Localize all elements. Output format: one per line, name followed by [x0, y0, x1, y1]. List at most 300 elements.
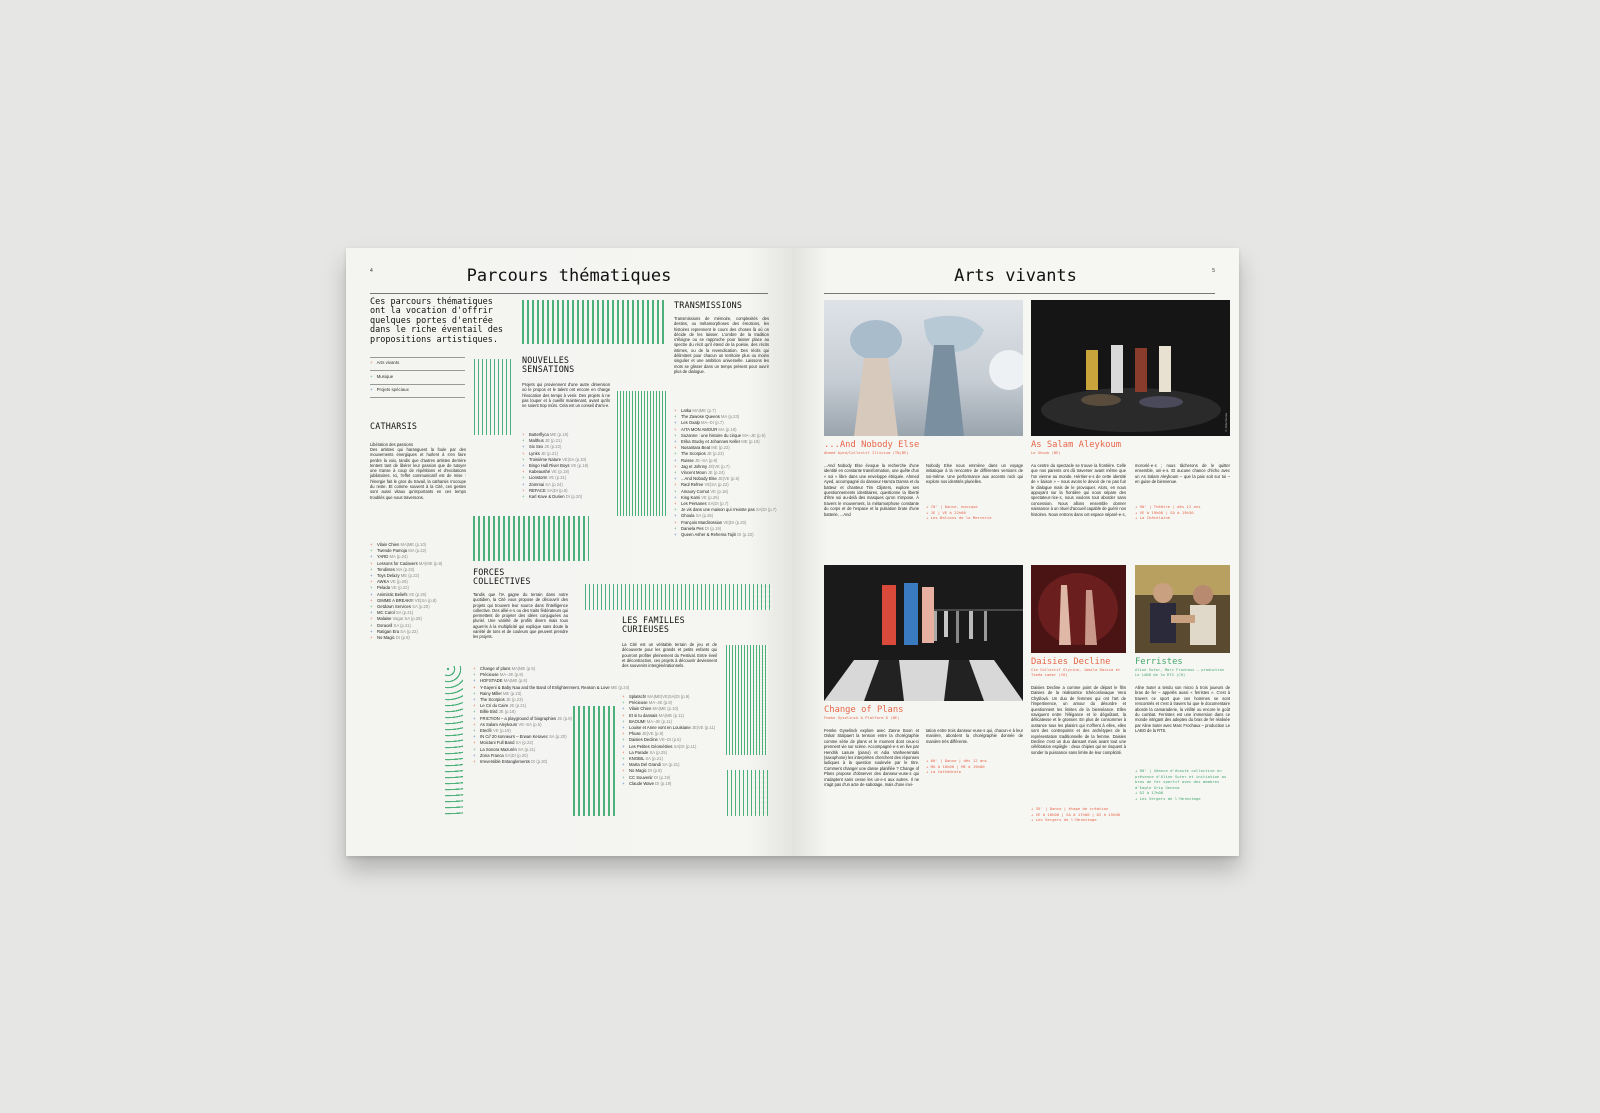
list-item-ref: MA (p.23) [721, 414, 740, 420]
list-item-ref: MA (p.18) [718, 426, 737, 432]
bullet-plus-icon: + [622, 768, 625, 774]
show-meta: + 90' | Théâtre | dès 12 ans + VE à 19h00 | SA à 19h30 + La Châtelaine [1135, 504, 1201, 520]
bullet-plus-icon: + [674, 439, 677, 445]
bullet-plus-icon: + [370, 548, 373, 554]
list-item-ref: VE|DI (p.20) [723, 519, 747, 525]
list-item-name: REFACE [529, 487, 546, 493]
list-item-name: King Kami [681, 494, 701, 500]
show-subtitle: Ahmed Ayed/Collectif Illicium (TN|BE) [824, 450, 909, 455]
list-item-name: Erika Stucky et Johannes Keller [681, 439, 741, 445]
section-heading-familles-curieuses: LES FAMILLES CURIEUSES [622, 615, 685, 634]
section-heading-transmissions: TRANSMISSIONS [674, 300, 743, 310]
list-item-ref: VE (p.18) [570, 463, 589, 469]
list-item-name: Malthus [529, 438, 544, 444]
list-item [674, 532, 776, 538]
bullet-plus-icon: + [370, 579, 373, 585]
list-item-name: Je vis dans une maison qui n'existe pas [681, 507, 755, 513]
list-item-name: Les Persanes [681, 501, 707, 507]
show-subtitle: Femke Gyselinck & Platform K (BE) [824, 715, 900, 720]
right-page [792, 248, 1239, 856]
list-item-ref: JE (p.21) [509, 703, 527, 709]
list-item-ref: JE (p.23) [505, 697, 523, 703]
list-item-ref: VE–SA (p.5) [518, 721, 542, 727]
list-item-name: Suzanne : une histoire du cirque [681, 432, 742, 438]
list-item-name: Zona Franca [480, 752, 504, 758]
list-item-name: Daisies Decline [629, 737, 658, 743]
list-item-ref: JE|VE (p.7) [708, 463, 730, 469]
list-item-name: Etecfé [480, 728, 492, 734]
list-item-name: Change of plans [480, 666, 511, 671]
list-item-name: GIMME A BREAK!!! [377, 597, 414, 603]
catharsis-list [370, 542, 442, 641]
section-heading-catharsis: CATHARSIS [370, 421, 418, 431]
list-item-name: Marta Del Grandi [629, 762, 661, 768]
list-item-ref: VE (p.22) [391, 585, 409, 591]
bullet-plus-icon: + [522, 494, 525, 500]
bullet-plus-icon: + [674, 445, 677, 451]
section-heading-nouvelles-sensations: NOUVELLES SENSATIONS [522, 355, 575, 374]
list-item-ref: JE|VE (p.11) [691, 725, 716, 731]
list-item-name: Précieuse [480, 672, 499, 678]
category-arts-vivants: + Arts vivants [370, 360, 400, 365]
bullet-plus-icon: + [522, 475, 525, 481]
list-item-name: Malaise [377, 616, 392, 622]
list-item-ref: MA–JE (p.9) [742, 432, 766, 438]
show-text-continued: morcelé·e·s ; nous tâcherons de le quitter ensemble, uni·e·s. Et aucune chance d'écho avec un As Salam Aleykoum – que la paix soit sur toi – en guise de bienvenue. [1135, 463, 1230, 485]
list-item-ref: DI (p.8) [647, 768, 662, 774]
list-item-ref: SA (p.21) [395, 610, 414, 616]
list-item-ref: DI (p.8) [395, 635, 410, 641]
list-item-ref: SA|DI (p.20) [504, 752, 528, 758]
list-item-name: FRICTION – a playground of biographies [480, 715, 557, 721]
list-item-name: Pelada [377, 585, 391, 591]
list-item-name: Doracell [377, 622, 393, 628]
list-item-ref: MA–DI (p.7) [701, 420, 724, 426]
list-item-ref: SA (p.22) [400, 628, 418, 634]
list-item-name: Précieuse [629, 700, 648, 706]
list-item-name: Nusantara Beat [681, 445, 711, 451]
list-item-ref: JE (p.21) [544, 438, 562, 444]
list-item-ref: DI (p.20) [565, 494, 583, 500]
list-item-name: The Scorpios [480, 697, 505, 703]
show-text: Au centre du spectacle se trouve la frontière. Celle que nos parents ont dû traverser avant même que l'on vienne au monde. Héritier·e·s de cette identité de « liaison » – nous avons le devoir de ne pas fuir le dialogue mais de le provoquer. Alors, en nous appuyant sur la frontière qui nous sépare des spectateur·rice·s, nous voulons tout aborder sans concession. Nous allons ensemble donner naissance à un rituel d'accueil capable de guérir nos histoires. Nous entrons dans cet espace séparé·e·s, [1031, 463, 1126, 517]
bullet-plus-icon: + [674, 476, 677, 482]
bullet-plus-icon: + [473, 709, 476, 715]
list-item-ref: VE (p.18) [551, 469, 570, 475]
list-item-name: La Sonora Mazurén [480, 746, 517, 752]
bullet-plus-icon: + [622, 743, 625, 749]
bullet-plus-icon: + [522, 481, 525, 487]
list-item-ref: DI (p.19) [655, 780, 672, 786]
list-item-name: Raül Refree [681, 482, 704, 488]
show-meta: + 90' | Séance d'écoute collective en présence d'Aline Suter et initiation au bras de fer sportif avec des membres d'Eagle Grip Geneva + DI à 17h00 + Les Vergers de l'Hermitage [1135, 768, 1227, 801]
bullet-plus-icon: + [622, 737, 625, 743]
green-pattern-block [573, 706, 615, 816]
list-item [370, 635, 442, 641]
list-item-ref: JE (p.22) [544, 444, 562, 450]
list-item-name: Toys Delazy [377, 573, 400, 579]
bullet-plus-icon: + [370, 591, 373, 597]
list-item-ref: SA (p.24) [545, 481, 563, 487]
list-item-ref: ME (p.22) [711, 445, 730, 451]
list-item-ref: SA|DI (p.7) [707, 501, 729, 507]
nouvelles-list [522, 432, 588, 500]
bullet-plus-icon: + [370, 635, 373, 641]
list-item-name: BAOUM! [629, 718, 646, 724]
bullet-plus-icon: + [622, 712, 625, 718]
show-subtitle: Le Shouk (BE) [1031, 450, 1061, 455]
bullet-plus-icon: + [674, 494, 677, 500]
list-item-ref: SA|DI (p.7) [755, 507, 777, 513]
list-item-ref: MA|ME (p.10) [400, 542, 427, 547]
bullet-plus-icon: + [370, 560, 373, 566]
list-item-ref: ME (p.22) [400, 573, 420, 579]
left-page [346, 248, 792, 856]
list-item-ref: SA (p.25) [649, 749, 667, 755]
list-item-ref: SA (p.20) [549, 734, 567, 740]
list-item-name: Troisième Nature [529, 456, 561, 462]
list-item-name: The Scorpios [681, 451, 706, 457]
list-item-name: Le Cri du Caire [480, 703, 509, 709]
bullet-plus-icon: + [674, 457, 677, 463]
list-item-name: YARD [377, 554, 389, 560]
list-item-name: Vilain Chien [377, 542, 400, 547]
bullet-plus-icon: + [674, 408, 677, 413]
bullet-plus-icon: + [370, 585, 373, 591]
show-text-continued: Nobody Else nous emmène dans un voyage initiatique à la rencontre de différentes versions de soi-même. Une performance aux accents rock qui explore nos identités plurielles. [926, 463, 1023, 485]
show-subtitle: Aline Suter, Marc Frochaux – production Le LABO de la RTS (CH) [1135, 667, 1225, 677]
list-item-name: Tendintes [377, 566, 395, 572]
list-item-name: No Magic [629, 768, 647, 774]
list-item-ref: JE (p.21) [540, 450, 558, 456]
title-rule [824, 293, 1215, 294]
bullet-plus-icon: + [370, 628, 373, 634]
list-item-ref: SA (p.20) [412, 604, 430, 610]
intro-text: Ces parcours thématiques ont la vocation d'offrir quelques portes d'entrée dans le riche éventail des propositions artistiques. [370, 297, 504, 345]
show-text: Daisies Decline a comme point de départ le film Daisies de la réalisatrice tchécoslovaque Vera Chytilová. Un duo de femmes qui ont l'art de l'impertinence, un amour du désordre et questionnent les limites de la bienséance. Elles naviguent entre l'élégance et le dégoûtant, la délicatesse et le grossier. En plus de consommer à outrance tous les plaisirs qui s'offrent à elles, elles sont des contrepoints et des archétypes de la représentation traditionnelle de la femme. Daisies Decline c'est un duo dansant mais avant tout une célébration espiègle : deux chipies qui se risquent à sonder la puissance sans limite de leur complicité. [1031, 685, 1126, 755]
list-item-name: Vincent Moon [681, 470, 707, 476]
list-item-ref: VE|SA (p.22) [704, 482, 729, 488]
bullet-plus-icon: + [473, 715, 476, 721]
list-item-name: Claude Wave [629, 780, 654, 786]
nouvelles-text: Projets qui proviennent d'une autre dimension où le propos et le talent ont encore en charge l'évocation des temps à venir. Des projets à ne pas louper et à cueillir maintenant, avant qu'ils ne soient trop mûrs. Cela est un conseil d'ami·e. [522, 382, 610, 409]
bullet-plus-icon: + [473, 728, 476, 734]
list-item-name: Billie Bird [480, 709, 498, 715]
green-pattern-block [445, 666, 463, 816]
list-item-name: Kabeaushé [529, 469, 551, 475]
list-item-name: No Magic [377, 635, 395, 641]
transmissions-text: Transmissions de mémoire, complexités des destins, ou métamorphoses des émotions, les histoires reprennent le cours des choses là où on décide de les laisser. L'ombre de la tradition s'éloigne ou se rapproche pour laisser place au spectre du récit qu'il étend de la poésie, des récits intimes, ou de la revendication. Des récits qui délimitent pour chacun un territoire plus ou moins singulier et une ambition universelle. Laissons les mots se glisser dans un temps présent pour ouvrir plus de dialogue. [674, 316, 769, 374]
list-item-name: Ruisse [681, 457, 694, 463]
familles-list [622, 694, 715, 787]
bullet-plus-icon: + [473, 678, 476, 684]
list-item-name: Bingo Hall River Boys [529, 463, 570, 469]
photo-ferristes [1135, 565, 1230, 653]
list-item-name: Karl Kave & Durien [529, 494, 565, 500]
bullet-plus-icon: + [522, 444, 525, 450]
list-item-ref: ME (p.18) [549, 432, 569, 437]
green-pattern-block [473, 516, 589, 561]
list-item-name: As Salam Aleykoum [480, 721, 518, 727]
list-item-ref: VE (p.21) [548, 475, 567, 481]
list-item-ref: VE (p.26) [390, 579, 408, 585]
list-item-ref: MA|ME (p.7) [692, 408, 716, 413]
bullet-plus-icon: + [674, 420, 677, 426]
list-item-name: CC Souvenir [629, 774, 653, 780]
magazine-spread [346, 248, 1239, 856]
list-item-ref: JE|VE (p.9) [642, 731, 664, 737]
bullet-plus-icon: + [674, 513, 677, 519]
bullet-plus-icon: + [622, 706, 625, 712]
bullet-plus-icon: + [473, 697, 476, 703]
bullet-plus-icon: + [370, 622, 373, 628]
list-item-ref: MA|ME (p.8) [503, 678, 528, 684]
list-item-name: Les Oxalp [681, 420, 700, 426]
bullet-plus-icon: + [370, 554, 373, 560]
show-subtitle: Cie Collectif Glycine, Jamila Daisia et Timéa Lador (CH) [1031, 667, 1121, 677]
photo-and-nobody-else [824, 300, 1023, 436]
list-item-ref: DI (p.22) [737, 532, 754, 538]
bullet-plus-icon: + [473, 752, 476, 758]
list-item-name: MC Carol [377, 610, 395, 616]
bullet-plus-icon: + [622, 774, 625, 780]
list-item-ref: VagaI SA (p.28) [392, 616, 422, 622]
bullet-plus-icon: + [370, 616, 373, 622]
show-meta: + 70' | Danse, musique + JE | VE à 22h00 + Les Balcons de la Mercerie [926, 504, 992, 520]
green-pattern-block [726, 770, 768, 816]
list-item-ref: VE (p.26) [408, 591, 427, 597]
title-rule [370, 293, 768, 294]
list-item-name: Amaury Cornut [681, 488, 710, 494]
category-rule [370, 370, 465, 371]
familles-text: La Cité est un véritable terrain de jeu et de découverte pour les grands et petits enfants qui pourront profiter pleinement du Festival. Entre éveil et décontraction, ces projets à découvrir deviennent des souvenirs intergénérationnels. [622, 642, 717, 669]
list-item-ref: MA|ME (p.11) [658, 712, 685, 718]
bullet-plus-icon: + [622, 731, 625, 737]
bullet-plus-icon: + [473, 703, 476, 709]
bullet-plus-icon: + [473, 684, 476, 690]
page-title: Arts vivants [954, 266, 1077, 286]
list-item-name: Les Petites Géométries [629, 743, 673, 749]
catharsis-text: Des artistes qui haranguent la foule par des mouvements énergiques et hurlent à s'en faire perdre la voix, tandis que d'autres artistes derrière tentent tant de libérer leur passion que de tutoyer une transe à coup de répétitions et d'excitations jubilatoires. Ici, l'effet communicatif est de mise : l'énergie fait le gros du travail, la catharsis s'occupe du reste. Et comme souvent à la Cité, ces gestes sont aussi vitaux qu'importants en ces temps troublés que nous traversons. [370, 447, 466, 500]
bullet-plus-icon: + [674, 482, 677, 488]
list-item-ref: MA–JE (p.11) [646, 718, 672, 724]
list-item-name: Butterflyca [529, 432, 549, 437]
list-item-ref: JE|VE (p.5) [718, 476, 740, 482]
show-title: Ferristes [1135, 657, 1183, 667]
list-item-name: Ratigan Era [377, 628, 400, 634]
list-item-name: Rainy Miller [480, 690, 502, 696]
bullet-plus-icon: + [622, 780, 625, 786]
show-title: Daisies Decline [1031, 657, 1111, 667]
list-item-name: Louise et Anne vont en Louisiane [629, 725, 691, 731]
list-item [622, 781, 715, 787]
bullet-plus-icon: + [674, 519, 677, 525]
performance-photo-illustration [824, 300, 1023, 436]
photo-credit: ©Alda Sousa [1224, 412, 1228, 432]
bullet-plus-icon: + [674, 426, 677, 432]
bullet-plus-icon: + [473, 690, 476, 696]
bullet-plus-icon: + [622, 756, 625, 762]
bullet-plus-icon: + [370, 610, 373, 616]
list-item-ref: VE|SA (p.8) [414, 597, 437, 603]
bullet-plus-icon: + [674, 432, 677, 438]
list-item-ref: JE (p.23) [706, 451, 724, 457]
list-item-ref: ME (p.24) [610, 684, 630, 690]
bullet-plus-icon: + [522, 438, 525, 444]
list-item-name: AITA MON AMOUR [681, 426, 718, 432]
bullet-plus-icon: + [370, 604, 373, 610]
bullet-plus-icon: + [674, 470, 677, 476]
forces-text: Tandis que l'IA gagne du terrain dans notre quotidien, la Cité vous propose de découvrir des projets qui trouvent leur source dans l'intelligence collective. Des allié·e·s ou des traits fédérateurs qui permettent de projeter des idées conjuguées au pluriel. Une variété de profils divers mais tous aguerris à la multiplicité qui explique sans doute la variété de tons et de couleurs que peuvent prendre les projets. [473, 592, 568, 640]
list-item-name: ...And Nobody Else [681, 476, 717, 482]
show-text: Aline Suter a tendu son micro à trois joueurs de bras de fer – appelés aussi « ferristes ». C'est à travers ce sport que ces hommes se sont rencontrés et c'est à travers lui que le documentaire aborde la camaraderie, la virilité ou encore le goût du combat. Ferristes est une immersion dans ce monde intrigant des adeptes du bras de fer réalisée par Aline Suter avec Marc Frochaux – production Le LABO de la RTS. [1135, 685, 1230, 734]
bullet-plus-icon: + [622, 725, 625, 731]
show-text: Femke Gyselinck explore avec Zanne Boon et Oskar Stalpaert la tension entre la chorégraphie comme série de plans et le moment dont ceux-ci prennent vie sur scène. Accompagné·e·s en live par Hendrik Lasure (piano) et Adia Vanheerentals (saxophone) les interprètes cherchent des réponses ludiques à la question soulevée par le titre. Comment changer une danse planifiée ? Change of Plans propose d'observer des danseur·euse·s qui s'adaptent sans cesse les un·e·s aux autres. Il ne s'agit pas d'un acte de sabotage, mais d'une invi- [824, 728, 919, 788]
bullet-plus-icon: + [674, 507, 677, 513]
bullet-plus-icon: + [370, 542, 373, 547]
list-item-name: Laïka [681, 408, 692, 413]
performance-photo-illustration [824, 565, 1023, 701]
show-text-continued: tation entre trois danseur·euse·s qui, chacun·e à leur manière, abordent la chorégraphie donnée de manière très différente. [926, 728, 1023, 744]
page-number: 5 [1212, 268, 1215, 274]
list-item-ref: MA–JE (p.8) [499, 672, 524, 678]
category-rule [370, 357, 465, 358]
list-item-name: Getdown Services [377, 604, 411, 610]
list-item-ref: VE (p.19) [493, 728, 511, 734]
green-pattern-block [522, 300, 665, 344]
bullet-plus-icon: + [622, 749, 625, 755]
list-item-name: Phuse [629, 731, 641, 737]
list-item-ref: SA (p.21) [645, 756, 663, 762]
list-item-ref: JE (p.8) [557, 715, 572, 721]
list-item-name: KNOBIL [629, 756, 645, 762]
list-item [522, 494, 588, 500]
list-item-name: Ghoula [681, 513, 695, 519]
list-item-name: Lessons for Cadavers [377, 560, 418, 566]
list-item-ref: MA (p.23) [396, 566, 415, 572]
bullet-plus-icon: + [674, 451, 677, 457]
list-item-name: Irreversible Entanglements [480, 759, 530, 765]
show-title: Change of Plans [824, 705, 904, 715]
list-item-name: La Parade [629, 749, 649, 755]
photo-change-of-plans [824, 565, 1023, 701]
bullet-plus-icon: + [622, 694, 625, 699]
list-item-ref: ME (p.19) [741, 439, 760, 445]
list-item-ref: MA (p.24) [389, 554, 408, 560]
bullet-plus-icon: + [522, 469, 525, 475]
list-item-ref: MA (p.22) [408, 548, 427, 554]
list-item-ref: SA|DI (p.8) [546, 487, 568, 493]
list-item-ref: SA (p.26) [695, 513, 714, 519]
list-item-name: The Zawose Queens [681, 414, 720, 420]
bullet-plus-icon: + [622, 762, 625, 768]
list-item-name: Twende Pamoja [377, 548, 408, 554]
list-item-ref: MA|ME (p.10) [652, 706, 679, 712]
list-item-ref: VE|SA (p.10) [562, 456, 587, 462]
category-musique: + Musique [370, 374, 394, 379]
show-title: As Salam Aleykoum [1031, 440, 1122, 450]
transmissions-list [674, 408, 776, 538]
list-item-ref: SA (p.21) [393, 622, 412, 628]
bullet-plus-icon: + [370, 566, 373, 572]
list-item-ref: MA|ME|VE|SA|DI (p.9) [647, 694, 690, 699]
list-item-ref: SA (p.21) [662, 762, 680, 768]
category-rule [370, 397, 465, 398]
green-pattern-block [584, 584, 772, 610]
page-number: 4 [370, 268, 373, 274]
list-item-name: Jag et Johnny [681, 463, 708, 469]
bullet-plus-icon: + [522, 487, 525, 493]
photo-daisies-decline [1031, 565, 1126, 653]
list-item-name: HOFSTADE [480, 678, 503, 684]
list-item-name: Zommai [529, 481, 545, 487]
list-item-name: Splatsch! [629, 694, 647, 699]
performance-photo-illustration [1031, 565, 1126, 653]
category-rule [370, 384, 465, 385]
green-pattern-block [726, 645, 768, 755]
bullet-plus-icon: + [674, 532, 677, 538]
list-item-ref: MA|ME (p.8) [418, 560, 443, 566]
bullet-plus-icon: + [473, 740, 476, 746]
list-item-ref: SA (p.21) [517, 746, 536, 752]
list-item-name: Lionstorm [529, 475, 548, 481]
list-item-name: Lynks [529, 450, 540, 456]
bullet-plus-icon: + [473, 721, 476, 727]
bullet-plus-icon: + [674, 501, 677, 507]
show-text: ...And Nobody Else évoque la recherche d'une identité en constante transformation, une quête d'un « soi » libre dans une enveloppe étriquée. Ahmed Ayed, accompagné du danseur Hamza Damra et du batteur et chanteur Tim Clijsters, explore ses questionnements identitaires, questionne la liberté d'être soi au-delà des masques qu'on s'impose. À travers le mouvement, la métamorphose constante du corps et de l'espace et la pulsation brute d'une batterie, ...And [824, 463, 919, 517]
list-item-name: Queen Asher & Rehema Tajiri [681, 532, 737, 538]
bullet-plus-icon: + [522, 463, 525, 469]
list-item-name: Et si tu dansais [629, 712, 658, 718]
list-item-name: IN C// 20 sonneurs – Erwan Keravec [480, 734, 548, 740]
bullet-plus-icon: + [473, 759, 476, 765]
performance-photo-illustration [1031, 300, 1230, 436]
list-item-ref: MA–JE (p.8) [648, 700, 673, 706]
list-item-ref: VE (p.18) [710, 488, 729, 494]
bullet-plus-icon: + [473, 734, 476, 740]
bullet-plus-icon: + [370, 573, 373, 579]
list-item-ref: SA|DI (p.11) [673, 743, 697, 749]
bullet-plus-icon: + [622, 700, 625, 706]
show-meta: + 35' | Danse | étape de création + VE à 18h00 | SA à 17h00 | DI à 15h00 + Les Vergers de l'Hermitage [1031, 806, 1121, 822]
page-title: Parcours thématiques [466, 266, 672, 286]
list-item-name: AWKA [377, 579, 389, 585]
list-item-ref: VE (p.26) [701, 494, 719, 500]
list-item-name: Animistic Beliefs [377, 591, 408, 597]
list-item-ref: JE (p.24) [707, 470, 725, 476]
show-meta: + 60' | Danse | dès 12 ans + MA à 18h00 | ME à 19h00 + La Cathédrale [926, 758, 987, 774]
bullet-plus-icon: + [622, 718, 625, 724]
list-item-ref: DI (p.20) [530, 759, 548, 765]
list-item-ref: ME (p.23) [503, 690, 522, 696]
list-item-ref: VE–DI (p.5) [659, 737, 681, 743]
list-item-name: François Mardirossian [681, 519, 723, 525]
bullet-plus-icon: + [522, 456, 525, 462]
list-item-ref: DI (p.19) [704, 525, 722, 531]
bullet-plus-icon: + [370, 597, 373, 603]
list-item-name: Y-Sayeni & Baby Naa and the Band of Enlightenment, Reason & Love [480, 684, 610, 690]
list-item-ref: MA|ME (p.5) [511, 666, 536, 671]
list-item-ref: JE (p.18) [498, 709, 516, 715]
bullet-plus-icon: + [522, 450, 525, 456]
list-item-ref: JE–SA (p.9) [694, 457, 718, 463]
performance-photo-illustration [1135, 565, 1230, 653]
category-projets-speciaux: + Projets spéciaux [370, 387, 409, 392]
show-title: ...And Nobody Else [824, 440, 920, 450]
bullet-plus-icon: + [473, 746, 476, 752]
list-item-name: Six Sex [529, 444, 544, 450]
catharsis-subheading: Libération des passions [370, 442, 414, 447]
